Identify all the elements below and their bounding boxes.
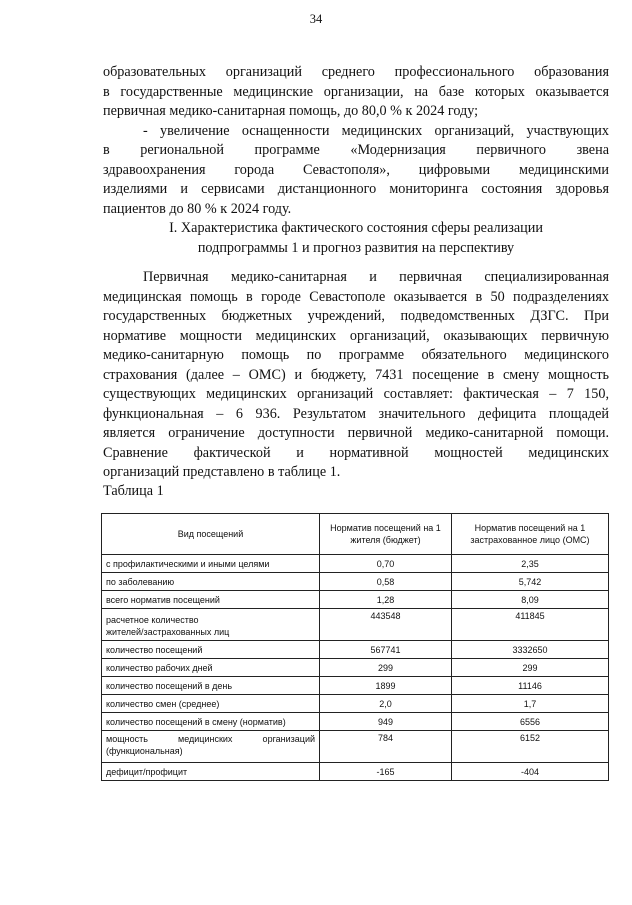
table-cell: количество смен (среднее) <box>102 695 320 713</box>
text-line: первичная медико-санитарная помощь, до 80,0 % к 2024 году; <box>103 103 479 119</box>
table-cell: 0,70 <box>320 555 452 573</box>
table-caption: Таблица 1 <box>103 483 164 499</box>
table-cell: 1899 <box>320 677 452 695</box>
table-cell: 1,28 <box>320 591 452 609</box>
text-line: Сравнение фактической и нормативной мощностей медицинских <box>103 444 609 461</box>
page-number: 34 <box>309 12 323 26</box>
table-cell: 5,742 <box>452 573 609 591</box>
text-line: - увеличение оснащенности медицинских организаций, участвующих <box>143 122 609 139</box>
table-cell: -404 <box>452 763 609 781</box>
table-header-cell: Норматив посещений на 1 застрахованное лицо (ОМС) <box>452 514 609 555</box>
text-line: изделиями и сервисами дистанционного мониторинга состояния здоровья <box>103 181 609 197</box>
text-line: организаций представлено в таблице 1. <box>103 464 341 480</box>
table-cell: 411845 <box>452 609 609 641</box>
text-line: медико-санитарную помощь по программе обязательного медицинского <box>103 347 609 363</box>
text-line: здравоохранения города Севастополя», цифровыми медицинскими <box>103 161 609 178</box>
table-cell: 6556 <box>452 713 609 731</box>
table-cell: с профилактическими и иными целями <box>102 555 320 573</box>
table-row <box>102 713 609 731</box>
table-row <box>102 641 609 659</box>
table-cell: 8,09 <box>452 591 609 609</box>
text-line: страхования (далее – ОМС) и бюджету, 7431 посещение в смену мощность <box>103 366 609 383</box>
heading-line-2: подпрограммы 1 и прогноз развития на перспективу <box>197 239 515 256</box>
table-row <box>102 591 609 609</box>
table-cell <box>102 609 320 641</box>
table-header-cell: Вид посещений <box>102 514 320 555</box>
text-line: в региональной программе «Модернизация первичного звена <box>103 142 609 158</box>
table-cell: 3332650 <box>452 641 609 659</box>
cell-line: расчетное количество <box>106 615 199 625</box>
text-line: пациентов до 80 % к 2024 году. <box>103 200 292 217</box>
table-cell: -165 <box>320 763 452 781</box>
text-line: является ограничение доступности первичной медико-санитарной помощи. <box>103 425 609 441</box>
table-row <box>102 677 609 695</box>
table-row <box>102 555 609 573</box>
text-line: существующих медицинских организаций составляет: фактическая – 7 150, <box>103 386 609 402</box>
heading-line-1: I. Характеристика фактического состояния сферы реализации <box>169 220 543 236</box>
table-row <box>102 731 609 763</box>
text-line: нормативе мощности медицинских организаций, оказывающих первичную <box>103 327 609 344</box>
table-cell: 567741 <box>320 641 452 659</box>
table-cell: по заболеванию <box>102 573 320 591</box>
text-line: образовательных организаций среднего профессионального образования <box>103 64 609 80</box>
data-table <box>101 513 609 781</box>
cell-line: жителей/застрахованных лиц <box>106 627 230 637</box>
table-row <box>102 695 609 713</box>
text-line: функциональная – 6 936. Результатом значительного дефицита площадей <box>103 405 609 422</box>
table-cell: 1,7 <box>452 695 609 713</box>
table-cell: 949 <box>320 713 452 731</box>
table-cell: 443548 <box>320 609 452 641</box>
table-cell: дефицит/профицит <box>102 763 320 781</box>
intro-paragraph <box>103 63 609 219</box>
table-cell: 6152 <box>452 731 609 763</box>
table-cell: 784 <box>320 731 452 763</box>
table-row <box>102 763 609 781</box>
table-cell <box>102 731 320 763</box>
text-line: Первичная медико-санитарная и первичная специализированная <box>143 269 609 285</box>
table-cell: всего норматив посещений <box>102 591 320 609</box>
section-heading <box>103 219 609 258</box>
table-cell: количество посещений в день <box>102 677 320 695</box>
cell-line: мощность медицинских организаций <box>106 734 315 744</box>
table-cell: 299 <box>452 659 609 677</box>
table-cell: 2,35 <box>452 555 609 573</box>
table-row <box>102 659 609 677</box>
table-header-cell: Норматив посещений на 1 жителя (бюджет) <box>320 514 452 555</box>
table-cell: 299 <box>320 659 452 677</box>
body-paragraph <box>103 268 609 483</box>
table-row <box>102 573 609 591</box>
table-cell: 2,0 <box>320 695 452 713</box>
text-line: медицинская помощь в городе Севастополе оказывается в 50 подразделениях <box>103 288 609 305</box>
table-cell: количество рабочих дней <box>102 659 320 677</box>
table-cell: 11146 <box>452 677 609 695</box>
table-cell: 0,58 <box>320 573 452 591</box>
table-cell: количество посещений <box>102 641 320 659</box>
text-line: в государственные медицинские организации, на базе которых оказывается <box>103 83 609 100</box>
table-row <box>102 609 609 641</box>
table-cell: количество посещений в смену (норматив) <box>102 713 320 731</box>
text-line: государственных бюджетных учреждений, подведомственных ДЗГС. При <box>103 308 609 324</box>
cell-line: (функциональная) <box>106 746 183 756</box>
table-header-row <box>102 514 609 555</box>
